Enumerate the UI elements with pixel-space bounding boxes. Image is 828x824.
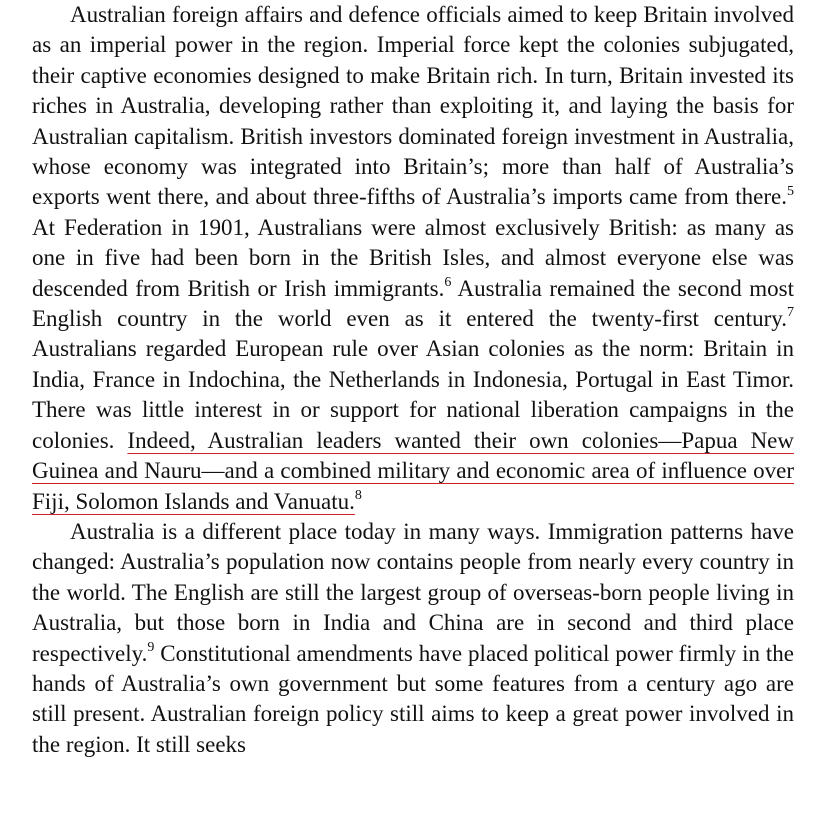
footnote-marker-6[interactable]: 6 [444,275,452,290]
document-page [32,0,794,824]
paragraph-text: Australians regarded European rule over Asian colonies as the norm: Britain in India, France in Indochina, the Netherlands in Indonesia, Portugal in East Timor. There was little interest in or support for national liberation campaigns in the colonies. [32,336,794,453]
paragraph-federation [32,0,794,517]
footnote-marker-9[interactable]: 9 [147,639,155,655]
highlighted-passage[interactable]: Indeed, Australian leaders wanted their own colonies—Papua New Guinea and Nauru—and a combined military and economic area of influence over Fiji, Solomon Islands and Vanuatu. [32,427,794,514]
footnote-marker-7[interactable]: 7 [787,305,794,321]
paragraph-today [32,517,794,760]
paragraph-text: Australia remained the second most English country in the world even as it entered the twenty-first century. [32,275,794,332]
paragraph-text: Constitutional amendments have placed political power firmly in the hands of Australia’s own government but some features from a century ago are still present. Australian foreign policy still aims to keep a great power involved in the region. It still seeks [32,640,794,757]
footnote-marker-8[interactable]: 8 [354,487,362,503]
footnote-marker-5[interactable]: 5 [787,183,794,199]
paragraph-text: Australian foreign affairs and defence officials aimed to keep Britain involved as an imperial power in the region. Imperial force kept the colonies subjugated, their captive economies designed to make Britain rich. In turn, Britain invested its riches in Australia, developing rather than exploiting it, and laying the basis for Australian capitalism. British investors dominated foreign investment in Australia, whose economy was integrated into Britain’s; more than half of Australia’s exports went there, and about three-fifths of Australia’s imports came from there. [32,2,794,210]
paragraph-text: At Federation in 1901, Australians were almost exclusively British: as many as one in five had been born in the British Isles, and almost everyone else was descended from British or Irish immigrants. [32,214,794,301]
paragraph-text: Australia is a different place today in many ways. Immigration patterns have changed: Australia’s population now contains people from nearly every country in the world. The English are still the largest group of overseas-born people living in Australia, but those born in India and China are in second and third place respectively. [32,518,794,666]
